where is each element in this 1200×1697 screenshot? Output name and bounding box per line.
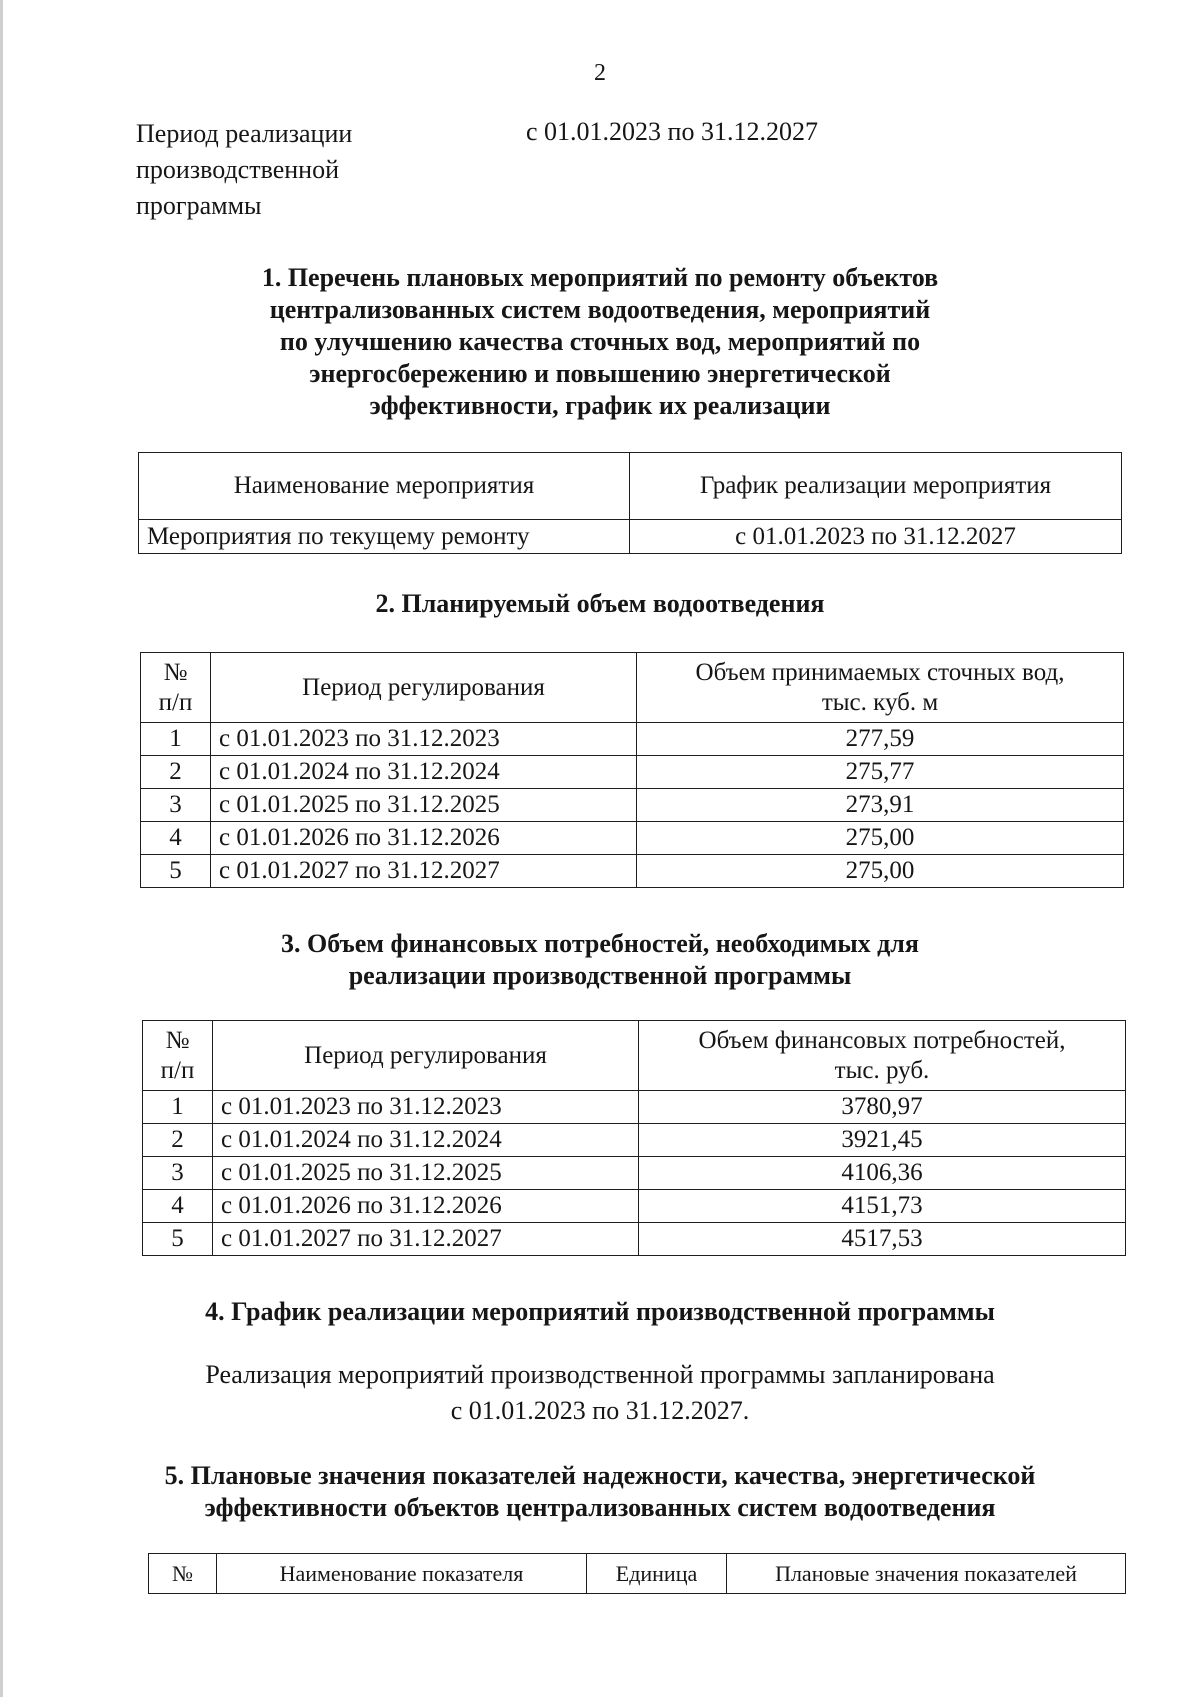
period-cell: с 01.01.2023 по 31.12.2023 [211, 723, 637, 756]
table-header-row [139, 453, 1122, 520]
volume-cell: 275,77 [637, 756, 1124, 789]
finance-cell: 3921,45 [639, 1124, 1126, 1157]
header-text: п/п [160, 1056, 195, 1084]
row-number-cell: 1 [143, 1091, 213, 1124]
volume-cell: 273,91 [637, 789, 1124, 822]
section4-title: 4. График реализации мероприятий производственной программы [205, 1297, 995, 1326]
section5-title [120, 1460, 1080, 1524]
activity-schedule-cell: с 01.01.2023 по 31.12.2027 [630, 520, 1122, 554]
column-header-indicator: Наименование показателя [217, 1554, 587, 1594]
finance-table [142, 1020, 1126, 1256]
page-number: 2 [594, 60, 606, 86]
indicators-table [148, 1553, 1126, 1594]
period-cell: с 01.01.2024 по 31.12.2024 [213, 1124, 639, 1157]
program-period-label-line: программы [136, 191, 262, 220]
column-header-number [141, 653, 211, 723]
table-row [143, 1190, 1126, 1223]
header-text: № [163, 658, 188, 686]
column-header-volume [637, 653, 1124, 723]
period-cell: с 01.01.2027 по 31.12.2027 [213, 1223, 639, 1256]
row-number-cell: 5 [141, 855, 211, 888]
section4-text [120, 1357, 1080, 1429]
header-text: тыс. куб. м [821, 688, 939, 716]
column-header: График реализации мероприятия [630, 453, 1122, 520]
section3-title [120, 928, 1080, 992]
row-number-cell: 3 [141, 789, 211, 822]
row-number-cell: 4 [143, 1190, 213, 1223]
section2-title: 2. Планируемый объем водоотведения [375, 589, 825, 618]
column-header: Наименование мероприятия [139, 453, 630, 520]
column-header-period: Период регулирования [211, 653, 637, 723]
section3-title-line: 3. Объем финансовых потребностей, необходимых для [281, 929, 919, 958]
activities-table [138, 452, 1122, 554]
finance-cell: 3780,97 [639, 1091, 1126, 1124]
row-number-cell: 2 [141, 756, 211, 789]
section5-title-line: 5. Плановые значения показателей надежности, качества, энергетической [164, 1461, 1036, 1490]
header-text: п/п [158, 688, 193, 716]
section1-title-line: по улучшению качества сточных вод, мероприятий по [279, 327, 921, 356]
section1-title-line: эффективности, график их реализации [369, 391, 831, 420]
finance-cell: 4517,53 [639, 1223, 1126, 1256]
finance-cell: 4106,36 [639, 1157, 1126, 1190]
period-cell: с 01.01.2026 по 31.12.2026 [211, 822, 637, 855]
program-period-label-line: производственной [136, 155, 339, 184]
period-cell: с 01.01.2024 по 31.12.2024 [211, 756, 637, 789]
volume-cell: 275,00 [637, 855, 1124, 888]
section4-text-line: с 01.01.2023 по 31.12.2027. [450, 1396, 750, 1425]
period-cell: с 01.01.2026 по 31.12.2026 [213, 1190, 639, 1223]
row-number-cell: 3 [143, 1157, 213, 1190]
page-edge [0, 0, 3, 1697]
row-number-cell: 4 [141, 822, 211, 855]
period-cell: с 01.01.2027 по 31.12.2027 [211, 855, 637, 888]
volume-table [140, 652, 1124, 888]
table-row [143, 1124, 1126, 1157]
section5-title-line: эффективности объектов централизованных систем водоотведения [204, 1493, 996, 1522]
period-cell: с 01.01.2025 по 31.12.2025 [213, 1157, 639, 1190]
table-header-row [143, 1021, 1126, 1091]
period-cell: с 01.01.2025 по 31.12.2025 [211, 789, 637, 822]
volume-cell: 275,00 [637, 822, 1124, 855]
section1-title-line: 1. Перечень плановых мероприятий по ремонту объектов [261, 263, 939, 292]
column-header-period: Период регулирования [213, 1021, 639, 1091]
section1-title-line: энергосбережению и повышению энергетической [309, 359, 891, 388]
section4-text-line: Реализация мероприятий производственной программы запланирована [205, 1360, 995, 1389]
program-period-label-line: Период реализации [136, 119, 353, 148]
table-header-row [149, 1554, 1126, 1594]
activity-name-cell: Мероприятия по текущему ремонту [139, 520, 630, 554]
column-header-finance [639, 1021, 1126, 1091]
row-number-cell: 2 [143, 1124, 213, 1157]
program-period-value: с 01.01.2023 по 31.12.2027 [526, 117, 818, 146]
table-row [143, 1157, 1126, 1190]
table-row [143, 1223, 1126, 1256]
header-text: № [165, 1026, 190, 1054]
table-header-row [141, 653, 1124, 723]
table-row [141, 723, 1124, 756]
table-row [143, 1091, 1126, 1124]
header-text: Объем финансовых потребностей, [698, 1026, 1066, 1054]
table-row [139, 520, 1122, 554]
header-text: Объем принимаемых сточных вод, [695, 658, 1065, 686]
column-header-number: № [149, 1554, 217, 1594]
column-header-unit: Единица [587, 1554, 727, 1594]
table-row [141, 756, 1124, 789]
table-row [141, 855, 1124, 888]
program-period-label [136, 116, 416, 224]
row-number-cell: 1 [141, 723, 211, 756]
finance-cell: 4151,73 [639, 1190, 1126, 1223]
column-header-number [143, 1021, 213, 1091]
column-header-planned-values: Плановые значения показателей [727, 1554, 1126, 1594]
section1-title [120, 262, 1080, 422]
section3-title-line: реализации производственной программы [348, 961, 852, 990]
period-cell: с 01.01.2023 по 31.12.2023 [213, 1091, 639, 1124]
row-number-cell: 5 [143, 1223, 213, 1256]
section1-title-line: централизованных систем водоотведения, мероприятий [269, 295, 931, 324]
volume-cell: 277,59 [637, 723, 1124, 756]
table-row [141, 789, 1124, 822]
header-text: тыс. руб. [834, 1056, 930, 1084]
table-row [141, 822, 1124, 855]
